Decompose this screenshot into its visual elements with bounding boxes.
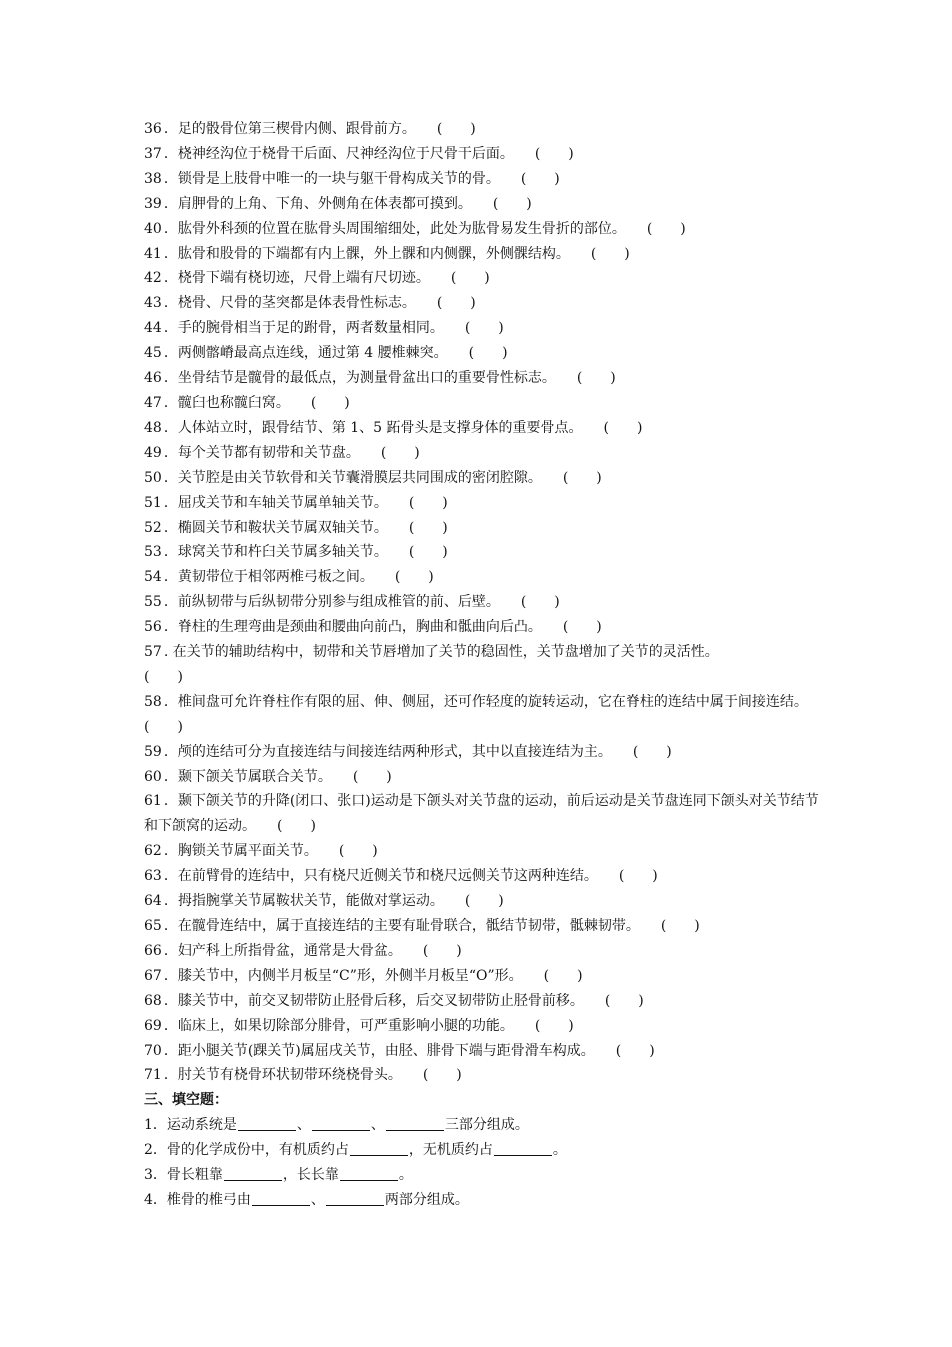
true-false-item-54: 54 ．黄韧带位于相邻两椎弓板之间。 ( ) <box>144 569 434 586</box>
item-number: 61 <box>144 793 162 810</box>
item-text: 在关节的辅助结构中，韧带和关节唇增加了关节的稳固性，关节盘增加了关节的灵活性。 <box>172 644 719 661</box>
item-text: 颞下颌关节属联合关节。 <box>177 768 325 785</box>
true-false-item-56: 56 ．脊柱的生理弯曲是颈曲和腰曲向前凸，胸曲和骶曲向后凸。 ( ) <box>144 619 602 636</box>
answer-parentheses: ( ) <box>520 594 560 611</box>
item-number: 63 <box>144 868 162 885</box>
item-number: 3 <box>144 1167 153 1184</box>
true-false-item-51: 51 ．屈戌关节和车轴关节属单轴关节。 ( ) <box>144 494 448 511</box>
item-text: 妇产科上所指骨盆，通常是大骨盆。 <box>177 942 395 959</box>
section-heading: 三、填空题： <box>144 1092 228 1109</box>
item-text: 屈戌关节和车轴关节属单轴关节。 <box>177 494 381 511</box>
item-text: 球窝关节和杵臼关节属多轴关节。 <box>177 544 381 561</box>
item-number: 55 <box>144 594 162 611</box>
true-false-item-38: 38 ．锁骨是上肢骨中唯一的一块与躯干骨构成关节的骨。 ( ) <box>144 170 560 187</box>
item-number: 4 <box>144 1191 153 1208</box>
answer-parentheses: ( ) <box>464 893 504 910</box>
answer-parentheses: ( ) <box>562 469 602 486</box>
item-text: 三部分组成。 <box>444 1117 529 1134</box>
item-text: ，无机质约占 <box>408 1142 493 1159</box>
answer-blank[interactable] <box>252 1191 310 1206</box>
item-text: 在前臂骨的连结中，只有桡尺近侧关节和桡尺远侧关节这两种连结。 <box>177 868 591 885</box>
item-number: 71 <box>144 1067 162 1084</box>
answer-blank[interactable] <box>326 1191 384 1206</box>
true-false-item-66: 66 ．妇产科上所指骨盆，通常是大骨盆。 ( ) <box>144 942 462 959</box>
answer-parentheses: ( ) <box>144 718 183 735</box>
true-false-item-55: 55 ．前纵韧带与后纵韧带分别参与组成椎管的前、后壁。 ( ) <box>144 594 560 611</box>
item-number: 70 <box>144 1042 162 1059</box>
item-number: 38 <box>144 170 162 187</box>
item-number: 51 <box>144 494 162 511</box>
true-false-item-70: 70 ．距小腿关节(踝关节)属屈戌关节，由胫、腓骨下端与距骨滑车构成。 ( ) <box>144 1042 655 1059</box>
answer-parentheses: ( ) <box>543 967 583 984</box>
answer-parentheses: ( ) <box>408 494 448 511</box>
item-number: 69 <box>144 1017 162 1034</box>
item-text: 肩胛骨的上角、下角、外侧角在体表都可摸到。 <box>177 195 465 212</box>
item-number: 40 <box>144 220 162 237</box>
item-text: 、 <box>370 1117 385 1134</box>
item-number: 42 <box>144 270 162 287</box>
item-number: 36 <box>144 121 162 137</box>
item-text: 拇指腕掌关节属鞍状关节，能做对掌运动。 <box>177 893 437 910</box>
item-number: 2 <box>144 1142 153 1159</box>
true-false-item-48: 48 ．人体站立时，跟骨结节、第 1、5 跖骨头是支撑身体的重要骨点。 ( ) <box>144 419 643 436</box>
true-false-item-71: 71 ．肘关节有桡骨环状韧带环绕桡骨头。 ( ) <box>144 1067 462 1084</box>
true-false-item-46: 46 ．坐骨结节是髋骨的最低点，为测量骨盆出口的重要骨性标志。 ( ) <box>144 370 616 387</box>
fill-blank-item-4: 4．椎骨的椎弓由 、 两部分组成。 <box>144 1191 469 1208</box>
item-text: 前纵韧带与后纵韧带分别参与组成椎管的前、后壁。 <box>177 594 493 611</box>
item-number: 1 <box>144 1117 153 1134</box>
item-text: 每个关节都有韧带和关节盘。 <box>177 444 353 461</box>
item-number: 64 <box>144 893 162 910</box>
item-text: 坐骨结节是髋骨的最低点，为测量骨盆出口的重要骨性标志。 <box>177 370 549 387</box>
answer-parentheses: ( ) <box>604 992 644 1009</box>
item-text: 、 <box>310 1191 325 1208</box>
true-false-item-50: 50 ．关节腔是由关节软骨和关节囊滑膜层共同围成的密闭腔隙。 ( ) <box>144 469 602 486</box>
item-number: 50 <box>144 469 162 486</box>
true-false-item-40: 40 ．肱骨外科颈的位置在肱骨头周围缩细处，此处为肱骨易发生骨折的部位。 ( ) <box>144 220 686 237</box>
answer-parentheses: ( ) <box>464 320 504 337</box>
true-false-item-61: 61 ．颞下颌关节的升降(闭口、张口)运动是下颌头对关节盘的运动，前后运动是关节盘连同下颌头对关节结节和下颌窝的运动。 ( ) <box>144 793 819 835</box>
item-number: 66 <box>144 942 162 959</box>
item-text: 运动系统是 <box>166 1117 237 1134</box>
item-text: 关节腔是由关节软骨和关节囊滑膜层共同围成的密闭腔隙。 <box>177 469 535 486</box>
item-text: 锁骨是上肢骨中唯一的一块与躯干骨构成关节的骨。 <box>177 170 493 187</box>
item-number: 48 <box>144 419 162 436</box>
true-false-item-57: 57 . 在关节的辅助结构中，韧带和关节唇增加了关节的稳固性，关节盘增加了关节的灵活性。 ( ) <box>144 644 719 685</box>
item-text: 临床上，如果切除部分腓骨，可严重影响小腿的功能。 <box>177 1017 507 1034</box>
item-text: 肘关节有桡骨环状韧带环绕桡骨头。 <box>177 1067 395 1084</box>
item-number: 39 <box>144 195 162 212</box>
true-false-item-53: 53 ．球窝关节和杵臼关节属多轴关节。 ( ) <box>144 544 448 561</box>
item-text: 距小腿关节(踝关节)属屈戌关节，由胫、腓骨下端与距骨滑车构成。 <box>177 1042 588 1059</box>
answer-parentheses: ( ) <box>576 370 616 387</box>
true-false-item-36: 36 ．足的骰骨位第三楔骨内侧、跟骨前方。 ( ) <box>144 121 476 137</box>
answer-blank[interactable] <box>340 1166 398 1181</box>
true-false-item-52: 52 ．椭圆关节和鞍状关节属双轴关节。 ( ) <box>144 519 448 536</box>
item-text: 膝关节中，内侧半月板呈“C”形，外侧半月板呈“O”形。 <box>177 967 516 984</box>
true-false-item-63: 63 ．在前臂骨的连结中，只有桡尺近侧关节和桡尺远侧关节这两种连结。 ( ) <box>144 868 658 885</box>
item-text: 足的骰骨位第三楔骨内侧、跟骨前方。 <box>177 121 409 137</box>
answer-blank[interactable] <box>350 1141 408 1156</box>
item-number: 44 <box>144 320 162 337</box>
answer-parentheses: ( ) <box>468 345 508 362</box>
true-false-item-60: 60 ．颞下颌关节属联合关节。 ( ) <box>144 768 392 785</box>
fill-blank-item-1: 1．运动系统是 、 、 三部分组成。 <box>144 1117 529 1134</box>
item-number: 54 <box>144 569 162 586</box>
item-text: 胸锁关节属平面关节。 <box>177 843 311 860</box>
answer-parentheses: ( ) <box>660 918 700 934</box>
true-false-item-59: 59 ．颅的连结可分为直接连结与间接连结两种形式，其中以直接连结为主。 ( ) <box>144 743 672 760</box>
item-number: 53 <box>144 544 162 561</box>
item-number: 45 <box>144 345 162 362</box>
answer-parentheses: ( ) <box>562 619 602 636</box>
item-text: 膝关节中，前交叉韧带防止胫骨后移，后交叉韧带防止胫骨前移。 <box>177 992 577 1009</box>
answer-blank[interactable] <box>238 1116 296 1131</box>
item-text: 脊柱的生理弯曲是颈曲和腰曲向前凸，胸曲和骶曲向后凸。 <box>177 619 535 636</box>
true-false-item-41: 41 ．肱骨和股骨的下端都有内上髁，外上髁和内侧髁，外侧髁结构。 ( ) <box>144 245 630 262</box>
answer-parentheses: ( ) <box>590 245 630 262</box>
item-text: 人体站立时，跟骨结节、第 1、5 跖骨头是支撑身体的重要骨点。 <box>177 419 576 436</box>
item-text: 在髋骨连结中，属于直接连结的主要有耻骨联合，骶结节韧带，骶棘韧带。 <box>177 918 633 934</box>
item-text: 桡骨、尺骨的茎突都是体表骨性标志。 <box>177 295 409 312</box>
true-false-item-39: 39 ．肩胛骨的上角、下角、外侧角在体表都可摸到。 ( ) <box>144 195 532 212</box>
item-text: 椎骨的椎弓由 <box>166 1191 251 1208</box>
answer-parentheses: ( ) <box>422 1067 462 1084</box>
item-number: 68 <box>144 992 162 1009</box>
question-list <box>144 117 820 1213</box>
item-number: 37 <box>144 145 162 162</box>
item-text: 两侧髂嵴最高点连线，通过第 4 腰椎棘突。 <box>177 345 441 362</box>
answer-parentheses: ( ) <box>408 519 448 536</box>
item-text: 黄韧带位于相邻两椎弓板之间。 <box>177 569 367 586</box>
true-false-item-44: 44 ．手的腕骨相当于足的跗骨，两者数量相同。 ( ) <box>144 320 504 337</box>
true-false-item-47: 47 ．髋臼也称髋臼窝。 ( ) <box>144 394 350 411</box>
item-text: ，长长靠 <box>282 1167 339 1184</box>
answer-parentheses: ( ) <box>492 195 532 212</box>
answer-parentheses: ( ) <box>632 743 672 760</box>
answer-parentheses: ( ) <box>436 121 476 137</box>
true-false-item-37: 37 ．桡神经沟位于桡骨干后面、尺神经沟位于尺骨干后面。 ( ) <box>144 145 574 162</box>
answer-parentheses: ( ) <box>338 843 378 860</box>
item-text: 肱骨和股骨的下端都有内上髁，外上髁和内侧髁，外侧髁结构。 <box>177 245 563 262</box>
answer-parentheses: ( ) <box>144 668 183 685</box>
item-number: 65 <box>144 918 162 934</box>
true-false-item-68: 68 ．膝关节中，前交叉韧带防止胫骨后移，后交叉韧带防止胫骨前移。 ( ) <box>144 992 644 1009</box>
item-number: 57 <box>144 644 162 661</box>
true-false-item-58: 58 ．椎间盘可允许脊柱作有限的屈、伸、侧屈，还可作轻度的旋转运动，它在脊柱的连结中属于间接连结。 ( ) <box>144 693 801 735</box>
item-number: 67 <box>144 967 162 984</box>
item-text: 手的腕骨相当于足的跗骨，两者数量相同。 <box>177 320 437 337</box>
item-text: 肱骨外科颈的位置在肱骨头周围缩细处，此处为肱骨易发生骨折的部位。 <box>177 220 619 237</box>
item-number: 47 <box>144 394 162 411</box>
answer-parentheses: ( ) <box>520 170 560 187</box>
item-text: 桡骨下端有桡切迹，尺骨上端有尺切迹。 <box>177 270 423 287</box>
item-number: 60 <box>144 768 162 785</box>
true-false-item-65: 65 ．在髋骨连结中，属于直接连结的主要有耻骨联合，骶结节韧带，骶棘韧带。 ( ) <box>144 918 700 934</box>
item-text: 颞下颌关节的升降(闭口、张口)运动是下颌头对关节盘的运动，前后运动是关节盘连同下颌头对关节结节和下颌窝的运动。 <box>144 793 819 835</box>
item-text: 骨的化学成份中，有机质约占 <box>166 1142 349 1159</box>
answer-parentheses: ( ) <box>603 419 643 436</box>
item-text: 椭圆关节和鞍状关节属双轴关节。 <box>177 519 381 536</box>
answer-parentheses: ( ) <box>646 220 686 237</box>
item-number: 41 <box>144 245 162 262</box>
answer-parentheses: ( ) <box>408 544 448 561</box>
item-number: 58 <box>144 693 162 710</box>
item-number: 46 <box>144 370 162 387</box>
answer-parentheses: ( ) <box>534 1017 574 1034</box>
item-number: 52 <box>144 519 162 536</box>
answer-parentheses: ( ) <box>618 868 658 885</box>
true-false-item-42: 42 ．桡骨下端有桡切迹，尺骨上端有尺切迹。 ( ) <box>144 270 490 287</box>
answer-parentheses: ( ) <box>310 394 350 411</box>
answer-parentheses: ( ) <box>615 1042 655 1059</box>
item-number: 49 <box>144 444 162 461</box>
answer-parentheses: ( ) <box>422 942 462 959</box>
true-false-item-62: 62 ．胸锁关节属平面关节。 ( ) <box>144 843 378 860</box>
item-text: 髋臼也称髋臼窝。 <box>177 394 283 411</box>
item-number: 62 <box>144 843 162 860</box>
true-false-item-67: 67 ．膝关节中，内侧半月板呈“C”形，外侧半月板呈“O”形。 ( ) <box>144 967 583 984</box>
answer-blank[interactable] <box>312 1116 370 1131</box>
true-false-item-64: 64 ．拇指腕掌关节属鞍状关节，能做对掌运动。 ( ) <box>144 893 504 910</box>
answer-parentheses: ( ) <box>277 818 316 835</box>
answer-parentheses: ( ) <box>394 569 434 586</box>
item-number: 43 <box>144 295 162 312</box>
item-text: 桡神经沟位于桡骨干后面、尺神经沟位于尺骨干后面。 <box>177 145 507 162</box>
answer-parentheses: ( ) <box>352 768 392 785</box>
true-false-item-69: 69 ．临床上，如果切除部分腓骨，可严重影响小腿的功能。 ( ) <box>144 1017 574 1034</box>
answer-blank[interactable] <box>494 1141 552 1156</box>
answer-blank[interactable] <box>386 1116 444 1131</box>
answer-parentheses: ( ) <box>436 295 476 312</box>
item-text: 两部分组成。 <box>384 1191 469 1208</box>
answer-parentheses: ( ) <box>450 270 490 287</box>
answer-parentheses: ( ) <box>534 145 574 162</box>
true-false-item-45: 45 ．两侧髂嵴最高点连线，通过第 4 腰椎棘突。 ( ) <box>144 345 508 362</box>
item-number: 59 <box>144 743 162 760</box>
item-text: 椎间盘可允许脊柱作有限的屈、伸、侧屈，还可作轻度的旋转运动，它在脊柱的连结中属于间接连结。 <box>177 693 801 710</box>
item-text: 骨长粗靠 <box>166 1167 223 1184</box>
item-text: 。 <box>552 1142 567 1159</box>
true-false-item-49: 49 ．每个关节都有韧带和关节盘。 ( ) <box>144 444 420 461</box>
item-text: 。 <box>398 1167 413 1184</box>
item-number: 56 <box>144 619 162 636</box>
answer-blank[interactable] <box>224 1166 282 1181</box>
fill-blank-item-2: 2．骨的化学成份中，有机质约占 ，无机质约占 。 <box>144 1142 567 1159</box>
item-text: 颅的连结可分为直接连结与间接连结两种形式，其中以直接连结为主。 <box>177 743 605 760</box>
true-false-item-43: 43 ．桡骨、尺骨的茎突都是体表骨性标志。 ( ) <box>144 295 476 312</box>
answer-parentheses: ( ) <box>380 444 420 461</box>
fill-blank-item-3: 3．骨长粗靠 ，长长靠 。 <box>144 1167 413 1184</box>
item-text: 、 <box>296 1117 311 1134</box>
